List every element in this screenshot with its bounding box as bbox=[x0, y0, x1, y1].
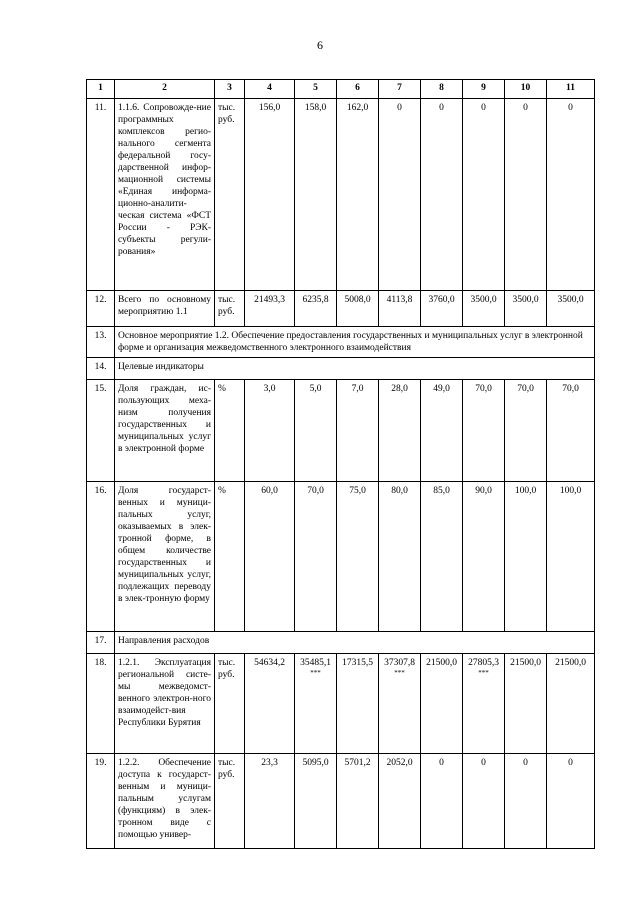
cell-value: 0 bbox=[463, 99, 505, 291]
row-unit: тыс. руб. bbox=[215, 99, 245, 291]
cell-value: 2052,0 bbox=[379, 754, 421, 849]
cell-value: 70,0 bbox=[547, 380, 595, 482]
row-number: 12. bbox=[87, 291, 115, 327]
cell-value: 3760,0 bbox=[421, 291, 463, 327]
col-header: 7 bbox=[379, 80, 421, 99]
cell-value: 54634,2 bbox=[245, 654, 295, 754]
col-header: 8 bbox=[421, 80, 463, 99]
cell-value: 0 bbox=[421, 754, 463, 849]
col-header: 5 bbox=[295, 80, 337, 99]
cell-value: 21500,0 bbox=[505, 654, 547, 754]
cell-value: 3,0 bbox=[245, 380, 295, 482]
cell-value-text: 37307,8 bbox=[384, 658, 415, 668]
page-number: 6 bbox=[317, 38, 323, 52]
cell-value: 0 bbox=[421, 99, 463, 291]
cell-value: 21500,0 bbox=[547, 654, 595, 754]
row-number: 15. bbox=[87, 380, 115, 482]
cell-value: 0 bbox=[547, 99, 595, 291]
row-number: 11. bbox=[87, 99, 115, 291]
row-name: 1.2.1. Эксплуатация региональной систе-мы межведомст-венного электрон-ного взаимодейст-вия Республики Бурятия bbox=[115, 654, 215, 754]
cell-value: 60,0 bbox=[245, 482, 295, 632]
cell-value: 3500,0 bbox=[463, 291, 505, 327]
cell-value bbox=[379, 654, 421, 754]
cell-value: 21493,3 bbox=[245, 291, 295, 327]
row-number: 18. bbox=[87, 654, 115, 754]
row-name: Всего по основному мероприятию 1.1 bbox=[115, 291, 215, 327]
cell-value: 6235,8 bbox=[295, 291, 337, 327]
row-number: 14. bbox=[87, 358, 115, 380]
section-heading: Целевые индикаторы bbox=[115, 358, 595, 380]
cell-value: 90,0 bbox=[463, 482, 505, 632]
cell-value: 21500,0 bbox=[421, 654, 463, 754]
table-row bbox=[87, 327, 595, 358]
row-name: Доля граждан, ис-пользующих меха-низм получения государственных и муниципальных услуг в электронной форме bbox=[115, 380, 215, 482]
cell-value: 75,0 bbox=[337, 482, 379, 632]
cell-value: 0 bbox=[505, 754, 547, 849]
row-number: 19. bbox=[87, 754, 115, 849]
cell-value: 5701,2 bbox=[337, 754, 379, 849]
cell-value: 0 bbox=[505, 99, 547, 291]
cell-value: 0 bbox=[379, 99, 421, 291]
table-row bbox=[87, 291, 595, 327]
cell-value: 70,0 bbox=[295, 482, 337, 632]
cell-value bbox=[295, 654, 337, 754]
cell-value: 100,0 bbox=[547, 482, 595, 632]
section-heading: Направления расходов bbox=[115, 632, 595, 654]
cell-value: 158,0 bbox=[295, 99, 337, 291]
table-row bbox=[87, 380, 595, 482]
section-heading: Основное мероприятие 1.2. Обеспечение предоставления государственных и муниципальных услуг в электронной форме и организация межведомственного электронного взаимодействия bbox=[115, 327, 595, 358]
cell-value: 4113,8 bbox=[379, 291, 421, 327]
row-unit: % bbox=[215, 380, 245, 482]
col-header: 10 bbox=[505, 80, 547, 99]
cell-value: 17315,5 bbox=[337, 654, 379, 754]
cell-value: 23,3 bbox=[245, 754, 295, 849]
col-header: 3 bbox=[215, 80, 245, 99]
footnote-mark: *** bbox=[478, 669, 489, 677]
table-row bbox=[87, 754, 595, 849]
col-header: 6 bbox=[337, 80, 379, 99]
footnote-mark: *** bbox=[394, 669, 405, 677]
cell-value: 49,0 bbox=[421, 380, 463, 482]
col-header: 9 bbox=[463, 80, 505, 99]
table-header-row bbox=[87, 80, 595, 99]
cell-value-text: 35485,1 bbox=[300, 658, 331, 668]
row-unit: % bbox=[215, 482, 245, 632]
row-name: 1.1.6. Сопровожде-ние программных комплексов регио-нального сегмента федеральной госу-дарственной инфор-мационной системы «Единая информа-ционно-аналити-ческая система «ФСТ России - РЭК-субъекты регули-рования» bbox=[115, 99, 215, 291]
cell-value: 0 bbox=[547, 754, 595, 849]
cell-value: 80,0 bbox=[379, 482, 421, 632]
cell-value: 156,0 bbox=[245, 99, 295, 291]
cell-value: 0 bbox=[463, 754, 505, 849]
table-row bbox=[87, 482, 595, 632]
cell-value: 5095,0 bbox=[295, 754, 337, 849]
table-row bbox=[87, 358, 595, 380]
cell-value: 70,0 bbox=[463, 380, 505, 482]
cell-value: 3500,0 bbox=[547, 291, 595, 327]
cell-value: 162,0 bbox=[337, 99, 379, 291]
table-row bbox=[87, 632, 595, 654]
row-unit: тыс. руб. bbox=[215, 654, 245, 754]
cell-value: 70,0 bbox=[505, 380, 547, 482]
cell-value: 5008,0 bbox=[337, 291, 379, 327]
cell-value: 28,0 bbox=[379, 380, 421, 482]
cell-value: 3500,0 bbox=[505, 291, 547, 327]
row-name: 1.2.2. Обеспечение доступа к государст-венным и муници-пальным услугам (функциям) в элек-тронном виде с помощью универ- bbox=[115, 754, 215, 849]
col-header: 2 bbox=[115, 80, 215, 99]
cell-value: 85,0 bbox=[421, 482, 463, 632]
row-number: 16. bbox=[87, 482, 115, 632]
cell-value: 5,0 bbox=[295, 380, 337, 482]
col-header: 1 bbox=[87, 80, 115, 99]
row-number: 17. bbox=[87, 632, 115, 654]
row-unit: тыс. руб. bbox=[215, 754, 245, 849]
col-header: 11 bbox=[547, 80, 595, 99]
row-number: 13. bbox=[87, 327, 115, 358]
table-row bbox=[87, 99, 595, 291]
row-unit: тыс. руб. bbox=[215, 291, 245, 327]
row-name: Доля государст-венных и муници-пальных услуг, оказываемых в элек-тронной форме, в общем количестве государственных и муниципальных услуг, подлежащих переводу в элек-тронную форму bbox=[115, 482, 215, 632]
cell-value: 7,0 bbox=[337, 380, 379, 482]
program-table bbox=[86, 79, 595, 849]
cell-value: 100,0 bbox=[505, 482, 547, 632]
cell-value-text: 27805,3 bbox=[468, 658, 499, 668]
cell-value bbox=[463, 654, 505, 754]
col-header: 4 bbox=[245, 80, 295, 99]
footnote-mark: *** bbox=[310, 669, 321, 677]
table-row bbox=[87, 654, 595, 754]
